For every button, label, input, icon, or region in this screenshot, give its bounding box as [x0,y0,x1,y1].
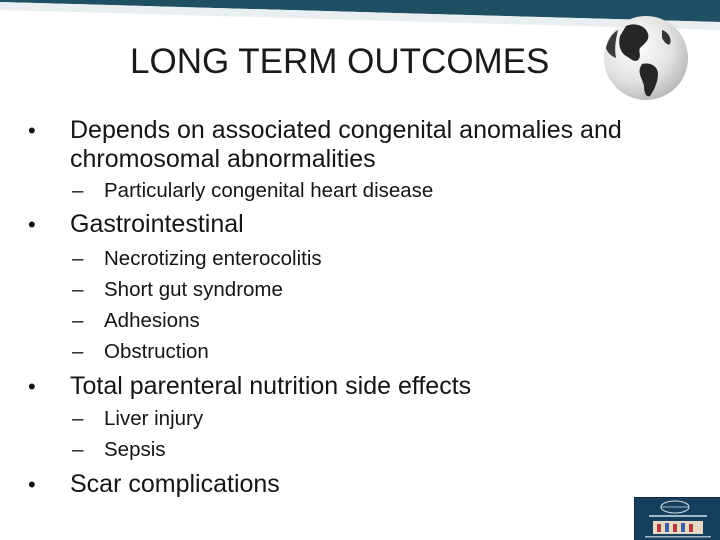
bullet-item [28,372,678,401]
sub-bullet-text: Sepsis [104,438,166,461]
sub-bullet-marker: – [72,247,84,270]
sub-bullet-item [72,404,203,435]
globe-icon [596,8,696,108]
sub-bullet-text: Adhesions [104,309,200,332]
sub-bullet-marker: – [72,340,84,363]
sub-bullet-item [72,306,200,337]
sub-bullet-text: Short gut syndrome [104,278,283,301]
sub-bullet-text: Particularly congenital heart disease [104,179,434,202]
slide-title: LONG TERM OUTCOMES [130,42,550,81]
bullet-text: Gastrointestinal [70,210,244,238]
sub-bullet-item [72,176,433,207]
bullet-marker: • [28,212,36,237]
bullet-marker: • [28,472,36,497]
society-logo-badge [634,497,720,540]
sub-bullet-text: Liver injury [104,407,204,430]
sub-bullet-item [72,337,209,368]
sub-bullet-marker: – [72,309,84,332]
sub-bullet-item [72,244,322,275]
sub-bullet-marker: – [72,179,84,202]
bullet-text: Total parenteral nutrition side effects [70,372,472,400]
bullet-marker: • [28,118,36,143]
sub-bullet-item [72,275,283,306]
sub-bullet-text: Necrotizing enterocolitis [104,247,322,270]
sub-bullet-marker: – [72,407,84,430]
sub-bullet-marker: – [72,278,84,301]
bullet-marker: • [28,374,36,399]
bullet-text: Depends on associated congenital anomalies and chromosomal abnormalities [70,116,622,173]
bullet-item [28,116,678,174]
bullet-text: Scar complications [70,470,280,498]
sub-bullet-text: Obstruction [104,340,209,363]
sub-bullet-marker: – [72,438,84,461]
sub-bullet-item [72,435,166,466]
bullet-item [28,210,678,239]
bullet-item [28,470,678,499]
